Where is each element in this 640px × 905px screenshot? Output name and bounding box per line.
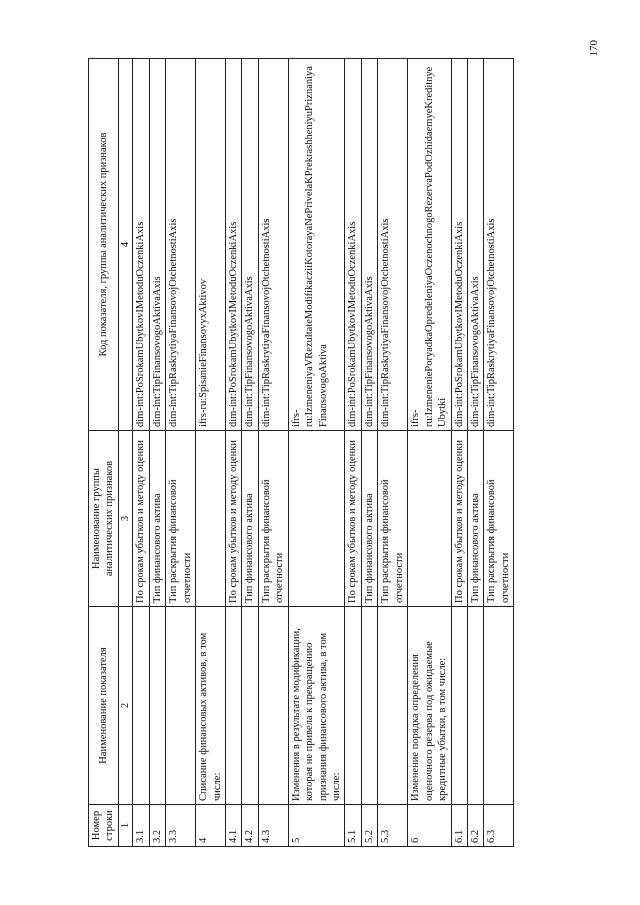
group-name-cell: Тип финансового актива: [361, 431, 377, 607]
indicator-name-cell: [258, 607, 288, 805]
indicator-name-cell: Изменение порядка определения оценочного резерва под ожидаемые кредитные убытки, в том числе:: [408, 607, 451, 805]
indicator-name-cell: [484, 607, 514, 805]
code-cell: dim-int:TipRaskrytiyaFinansovojOtchetnostiAxis: [378, 59, 408, 431]
code-cell: dim-int:TipRaskrytiyaFinansovojOtchetnostiAxis: [484, 59, 514, 431]
header-row-number: Номер строки: [89, 805, 119, 847]
indicator-table: [88, 58, 514, 847]
group-name-cell: Тип раскрытия финансовой отчетности: [484, 431, 514, 607]
indicator-name-cell: [242, 607, 258, 805]
code-cell: ifrs-ru:SpisanieFinansovyxAktivov: [196, 59, 226, 431]
code-cell: dim-int:TipRaskrytiyaFinansovojOtchetnostiAxis: [166, 59, 196, 431]
table-row: [451, 59, 467, 847]
indicator-name-cell: Списание финансовых активов, в том числе:: [196, 607, 226, 805]
row-number-cell: 4.3: [258, 805, 288, 847]
table-row: [408, 59, 451, 847]
table-row: [345, 59, 361, 847]
group-name-cell: [196, 431, 226, 607]
table-row: [149, 59, 165, 847]
group-name-cell: Тип финансового актива: [242, 431, 258, 607]
indicator-name-cell: [225, 607, 241, 805]
table-row: [361, 59, 377, 847]
row-number-cell: 5: [288, 805, 345, 847]
group-name-cell: Тип раскрытия финансовой отчетности: [166, 431, 196, 607]
row-number-cell: 4: [196, 805, 226, 847]
row-number-cell: 3.2: [149, 805, 165, 847]
table-row: [225, 59, 241, 847]
row-number-cell: 3.1: [133, 805, 149, 847]
indicator-name-cell: [149, 607, 165, 805]
indicator-name-cell: [133, 607, 149, 805]
code-cell: dim-int:TipFinansovogoAktivaAxis: [361, 59, 377, 431]
group-name-cell: Тип раскрытия финансовой отчетности: [378, 431, 408, 607]
group-name-cell: По срокам убытков и методу оценки: [133, 431, 149, 607]
group-name-cell: Тип раскрытия финансовой отчетности: [258, 431, 288, 607]
code-cell: dim-int:TipFinansovogoAktivaAxis: [242, 59, 258, 431]
table-row: [288, 59, 345, 847]
code-cell: dim-int:TipFinansovogoAktivaAxis: [149, 59, 165, 431]
group-name-cell: [408, 431, 451, 607]
table-body: [133, 59, 514, 847]
indicator-name-cell: [451, 607, 467, 805]
table-row: [378, 59, 408, 847]
row-number-cell: 5.3: [378, 805, 408, 847]
indicator-name-cell: [361, 607, 377, 805]
table-row: [166, 59, 196, 847]
table-row: [484, 59, 514, 847]
row-number-cell: 6: [408, 805, 451, 847]
code-cell: dim-int:PoSrokamUbytkovIMetoduOczenkiAxis: [225, 59, 241, 431]
table-row: [242, 59, 258, 847]
header-code: Код показателя, группы аналитических признаков: [89, 59, 119, 431]
column-number: 2: [118, 607, 132, 805]
header-row: [89, 59, 119, 847]
table-row: [467, 59, 483, 847]
table-row: [196, 59, 226, 847]
column-number: 1: [118, 805, 132, 847]
column-number: 4: [118, 59, 132, 431]
rotated-table-container: [88, 59, 568, 847]
code-cell: dim-int:TipRaskrytiyaFinansovojOtchetnostiAxis: [258, 59, 288, 431]
group-name-cell: По срокам убытков и методу оценки: [345, 431, 361, 607]
table-row: [258, 59, 288, 847]
indicator-name-cell: [378, 607, 408, 805]
group-name-cell: Тип финансового актива: [467, 431, 483, 607]
column-number: 3: [118, 431, 132, 607]
row-number-cell: 6.3: [484, 805, 514, 847]
code-cell: ifrs-ru:IzmeneniyaVRezultateModifikacziiKotorayaNePrivelaKPrekrashheniyuPriznaniyaFinansovogoAktiva: [288, 59, 345, 431]
header-group-name: Наименование группы аналитических признаков: [89, 431, 119, 607]
indicator-name-cell: [345, 607, 361, 805]
column-number-row: [118, 59, 132, 847]
code-cell: dim-int:PoSrokamUbytkovIMetoduOczenkiAxis: [345, 59, 361, 431]
row-number-cell: 4.2: [242, 805, 258, 847]
row-number-cell: 5.2: [361, 805, 377, 847]
row-number-cell: 6.1: [451, 805, 467, 847]
header-indicator-name: Наименование показателя: [89, 607, 119, 805]
group-name-cell: По срокам убытков и методу оценки: [225, 431, 241, 607]
table-row: [133, 59, 149, 847]
code-cell: ifrs-ru:IzmeneniePoryadkaOpredeleniyaOczenochnogoRezervaPodOzhidaemyeKreditnyeUbytki: [408, 59, 451, 431]
code-cell: dim-int:TipFinansovogoAktivaAxis: [467, 59, 483, 431]
group-name-cell: Тип финансового актива: [149, 431, 165, 607]
row-number-cell: 5.1: [345, 805, 361, 847]
group-name-cell: [288, 431, 345, 607]
code-cell: dim-int:PoSrokamUbytkovIMetoduOczenkiAxis: [451, 59, 467, 431]
group-name-cell: По срокам убытков и методу оценки: [451, 431, 467, 607]
indicator-name-cell: [467, 607, 483, 805]
indicator-name-cell: Изменения в результате модификации, которая не привела к прекращению признания финансового актива, в том числе:: [288, 607, 345, 805]
indicator-name-cell: [166, 607, 196, 805]
code-cell: dim-int:PoSrokamUbytkovIMetoduOczenkiAxis: [133, 59, 149, 431]
row-number-cell: 6.2: [467, 805, 483, 847]
page-number: 170: [588, 40, 600, 57]
row-number-cell: 3.3: [166, 805, 196, 847]
row-number-cell: 4.1: [225, 805, 241, 847]
